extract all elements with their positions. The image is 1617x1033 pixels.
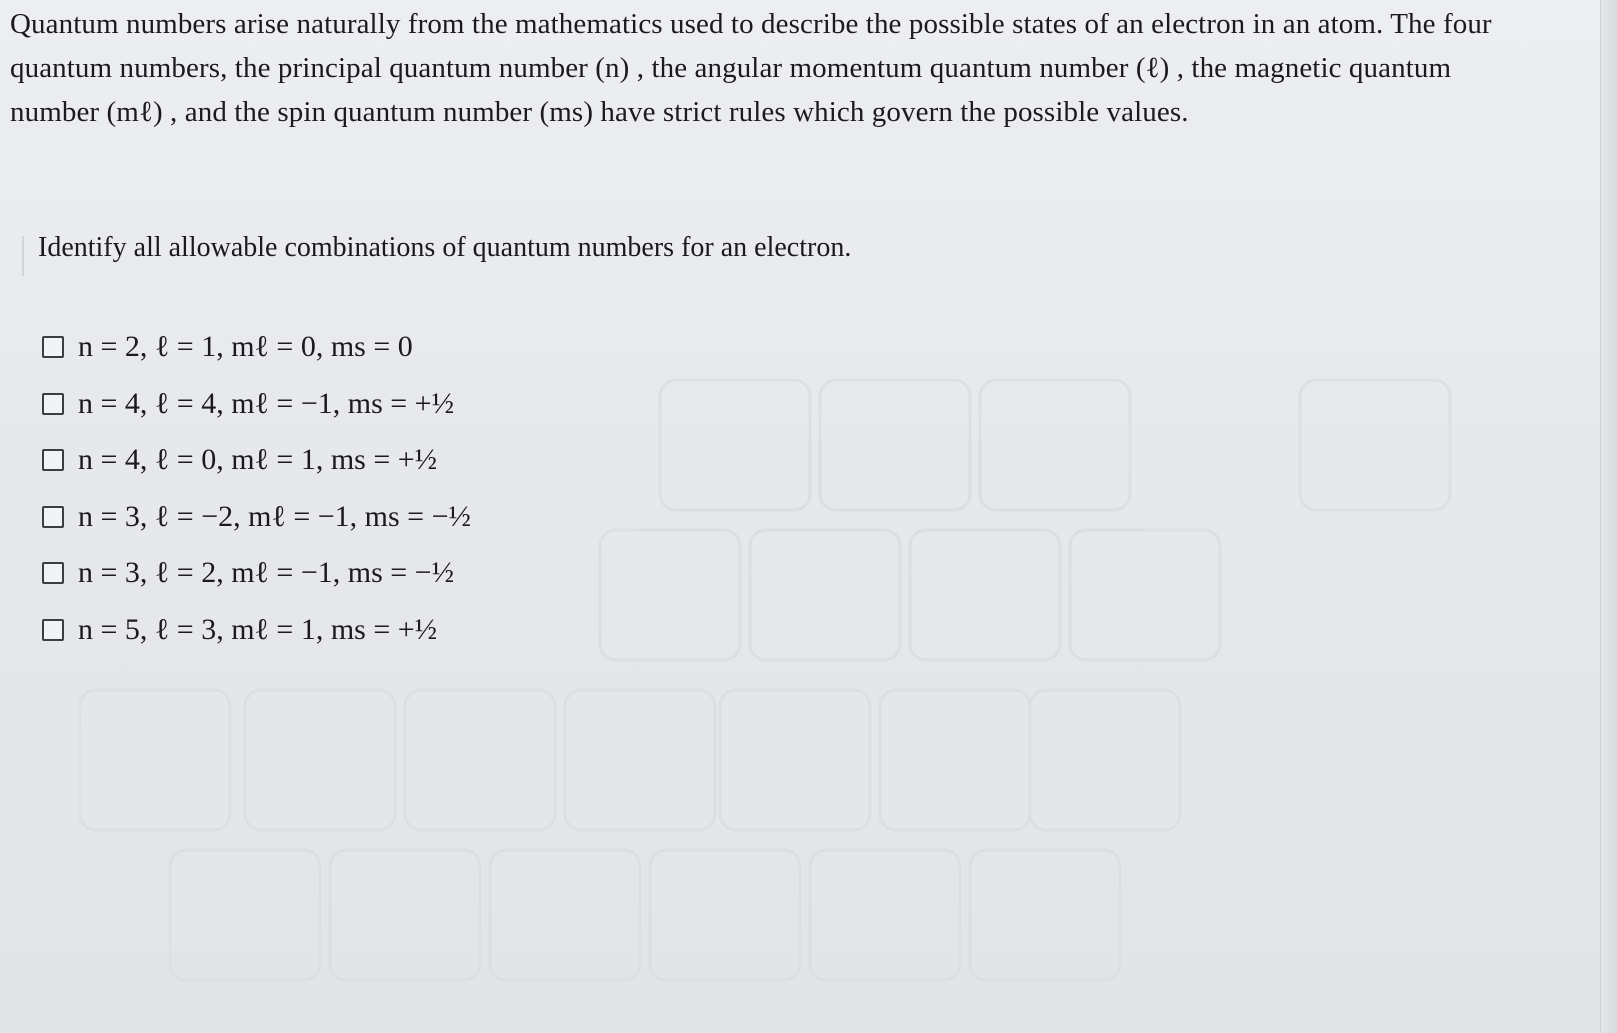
panel-border	[22, 236, 24, 276]
question-panel	[22, 224, 1022, 684]
option-1[interactable]	[42, 324, 471, 370]
intro-line-2: quantum numbers, the principal quantum number (n) , the angular momentum quantum number (ℓ) , the magnetic quantum	[10, 52, 1452, 84]
option-5[interactable]	[42, 550, 471, 596]
option-label: n = 3, ℓ = 2, mℓ = −1, ms = −½	[78, 556, 455, 589]
option-label: n = 2, ℓ = 1, mℓ = 0, ms = 0	[78, 330, 413, 363]
answer-options	[42, 324, 471, 663]
option-4[interactable]	[42, 494, 471, 540]
option-label: n = 4, ℓ = 0, mℓ = 1, ms = +½	[78, 443, 438, 476]
screen-edge	[1600, 0, 1617, 1033]
option-6[interactable]	[42, 607, 471, 653]
checkbox-icon[interactable]	[42, 449, 64, 471]
intro-paragraph	[10, 2, 1590, 134]
intro-line-3: number (mℓ) , and the spin quantum number (ms) have strict rules which govern the possible values.	[10, 96, 1189, 128]
intro-line-1: Quantum numbers arise naturally from the mathematics used to describe the possible states of an electron in an atom. The four	[10, 8, 1492, 40]
option-label: n = 5, ℓ = 3, mℓ = 1, ms = +½	[78, 612, 438, 646]
option-2[interactable]	[42, 381, 471, 427]
option-3[interactable]	[42, 437, 471, 483]
checkbox-icon[interactable]	[42, 506, 64, 528]
question-prompt: Identify all allowable combinations of quantum numbers for an electron.	[38, 232, 852, 263]
option-label: n = 4, ℓ = 4, mℓ = −1, ms = +½	[78, 386, 455, 420]
checkbox-icon[interactable]	[42, 393, 64, 415]
checkbox-icon[interactable]	[42, 336, 64, 358]
checkbox-icon[interactable]	[42, 562, 64, 584]
checkbox-icon[interactable]	[42, 619, 64, 641]
option-label: n = 3, ℓ = −2, mℓ = −1, ms = −½	[78, 499, 472, 533]
